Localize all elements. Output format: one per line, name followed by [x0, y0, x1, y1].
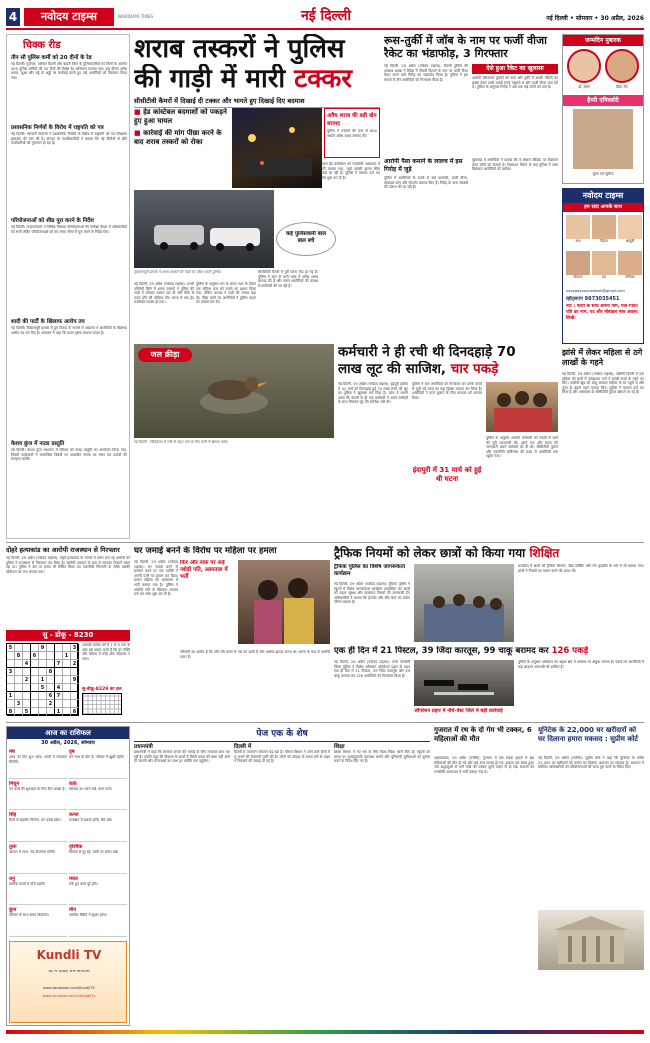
masthead-dateline: नई दिल्ली • सोमवार • 30 अप्रैल, 2026: [546, 15, 644, 22]
sudoku-cell: [63, 660, 71, 668]
sudoku-cell: 1: [55, 708, 63, 716]
kid-cell: आयुषी: [618, 215, 642, 249]
visa-body1: नई दिल्ली, 29 अप्रैल (नवोदय टाइम्स): दिल्ली पुलिस की अपराध शाखा ने विदेश में नौकरी दिलाने के नाम पर फर्जी वीजा तैयार करने वाले गिरोह का भंडाफोड़ किया है। पुलिस ने इस मामले में तीन आरोपियों को गिरफ्तार किया है।: [384, 64, 468, 82]
sudoku-title: [6, 630, 130, 641]
continued-col1: प्रधानमंत्री ने कहा कि सरकार जनता की भलाई के लिए लगातार काम कर रही है। उन्होंने कहा कि विकास के कार्यों में किसी प्रकार की बाधा नहीं आने दी जाएगी और योजनाओं का लाभ हर व्यक्ति तक पहुंचेगा।: [134, 750, 230, 764]
robbery-body3: पुलिस के अनुसार आरोपी कर्मचारी को नकदी ले जाने की पूरी जानकारी थी। उसने रूट और समय की जानकारी अपने साथियों को दी थी। सीसीटीवी फुटेज और तकनीकी सर्विलांस की मदद से आरोपियों तक पहुंचा गया।: [486, 436, 558, 459]
sudoku-cell: 3: [15, 700, 23, 708]
robbery-headline-red: चार पकड़े: [450, 361, 499, 377]
ad-note: नोट : फोटो के साथ अपना नाम, पता-पिता/पति का नाम, पद और मोबाइल नंबर अवश्य लिखें।: [566, 304, 639, 321]
sidebar-h5: केशव कुंज में नाट्य प्रस्तुति: [11, 441, 65, 447]
masthead-logo: नवोदय टाइम्स: [24, 8, 114, 26]
sudoku-cell: [7, 684, 15, 692]
sudoku-cell: 2: [23, 676, 31, 684]
horoscope-item: [9, 907, 67, 937]
kid-cell: रुद्र: [592, 251, 616, 285]
horoscope-sign: कर्क: [69, 780, 77, 787]
kundli-ad: [9, 941, 127, 1023]
visa-red-kicker: [472, 64, 558, 74]
footer-rule: [6, 1030, 644, 1034]
robbery-headline-b: [338, 361, 558, 378]
gujarat-story: [434, 726, 534, 1026]
continued-title: पेज एक के शेष: [134, 726, 430, 742]
sudoku-cell: [15, 660, 23, 668]
sudoku-cell: [15, 684, 23, 692]
sudoku-cell: [23, 644, 31, 652]
sudoku-cell: [71, 692, 79, 700]
horoscope-text: स्वास्थ्य का ध्यान रखें, यात्रा टालें।: [69, 786, 112, 791]
sudoku-cell: 9: [71, 676, 79, 684]
horoscope-date: 30 अप्रैल, 2026, सोमवार: [41, 740, 95, 746]
sidebar-para5: नई दिल्ली। केशव कुंज सभागार में रविवार को नाट्य प्रस्तुति का आयोजन किया गया, जिसमें कलाकारों ने सामाजिक विषयों पर आधारित नाटक का मंचन कर दर्शकों की सराहना बटोरी।: [11, 448, 127, 462]
horoscope-title-text: आज का राशिफल: [45, 729, 91, 737]
sudoku-cell: 2: [71, 660, 79, 668]
sudoku-cell: 8: [15, 652, 23, 660]
callout-body: पुलिस ने तस्करों की कार से 600 क्वार्टर अवैध शराब बरामद की।: [327, 129, 377, 138]
continued-col3: शिक्षा विभाग ने नए सत्र के लिए दिशा-निर्देश जारी किए हैं। स्कूलों को समय पर पाठ्यपुस्तकें उपलब्ध कराने और बुनियादी सुविधाओं को दुरुस्त करने के निर्देश दिए गए हैं।: [334, 750, 430, 764]
arms-body2: पुलिस के अनुसार अभियान का उद्देश्य क्षेत्र में अपराध पर अंकुश लगाना है। पकड़े गए आरोपियों में कई आदतन अपराधी भी शामिल हैं।: [518, 660, 644, 669]
kid-cell: कियारा: [566, 251, 590, 285]
horoscope-item: [69, 812, 127, 842]
sudoku-cell: [47, 652, 55, 660]
avatar-2: [605, 49, 639, 83]
lead-story: [134, 34, 380, 339]
visa-sub: आरोपी पैसा कमाने के लालच में इस गिरोह में जुड़े: [384, 158, 463, 173]
arms-story: [334, 646, 644, 718]
sudoku-cell: [39, 668, 47, 676]
kid-cell: तनिष्का: [618, 251, 642, 285]
lead-bullet2: ■ कार्रवाई की मांग पीछा करने के बाद शराब तस्करों को रोका: [134, 129, 222, 146]
masthead-tagline: NAVODAYA TIMES: [118, 14, 154, 19]
sidebar-sub: तीन सौ पुलिस कर्मी को 20 दीनों के रेड: [11, 55, 92, 61]
sudoku-cell: [15, 668, 23, 676]
sudoku-title-text: सु - डोकू - 8230: [42, 631, 94, 639]
domestic-photo: [238, 560, 330, 644]
sudoku-cell: [15, 676, 23, 684]
visa-body2: आरोपी बेरोजगार युवकों को रूस और तुर्की में अच्छी नौकरी का झांसा देकर उनसे लाखों रुपये वसूलते थे और फर्जी वीजा थमा देते थे। पुलिस के अनुसार गिरोह ने अब तक कई लोगों को ठगा है।: [472, 76, 558, 90]
masthead: [6, 6, 644, 30]
sudoku-grid: [6, 643, 78, 715]
horoscope-text: आज का दिन शुभ रहेगा, कार्यों में सफलता मिलेगी।: [9, 755, 67, 764]
continued-col2: दिल्ली में तापमान लगातार बढ़ रहा है। मौसम विभाग ने आने वाले दिनों में लू चलने की चेतावनी जारी की है। लोगों को दोपहर के समय घरों से बाहर न निकलने की सलाह दी गई है।: [234, 750, 330, 764]
anniversary-title-text: हैप्पी एनिवर्सरी: [587, 97, 619, 104]
lead-bullets: [134, 108, 230, 178]
lead-headline-b-text: की गाड़ी में मारी: [134, 64, 286, 94]
lead-caption: सुलतानपुरी इलाके में शराब तस्करों की गाड़ी का पीछा करती पुलिस।: [134, 270, 222, 274]
sudoku-cell: [39, 652, 47, 660]
sudoku-cell: [39, 708, 47, 716]
domestic-story: [134, 546, 330, 718]
sudoku-howto: आपको प्रत्येक वर्ग में 1 से 9 तक के अंक इस प्रकार भरने हैं कि हर पंक्ति और कॉलम में कोई अंक दोहराया न जाए।: [82, 643, 130, 661]
birthday-title-text: जन्मदिन मुबारक: [585, 37, 621, 44]
horoscope-item: [69, 781, 127, 811]
students-image: [414, 564, 514, 642]
avatar-1: [567, 49, 601, 83]
navodaya-ad: [562, 188, 644, 344]
sidebar-para4: नई दिल्ली। विकासपुरी इलाके में हुए विवाद के मामले में अदालत ने आरोपियों के खिलाफ आरोप तय कर दिए हैं। अदालत ने कहा कि प्रथम दृष्टया मामला बनता है।: [11, 326, 127, 335]
sudoku-cell: [31, 700, 39, 708]
sudoku-cell: 4: [23, 660, 31, 668]
domestic-sub: फिर और नाक पर अड़े नशेड़ी पति, अस्पताल में भर्ती: [180, 560, 228, 580]
sudoku-cell: [55, 644, 63, 652]
sudoku-cell: [63, 668, 71, 676]
murder-story: [6, 546, 130, 626]
sudoku-cell: [15, 708, 23, 716]
robbery-headline-b-text: लाख लूट की साजिश,: [338, 361, 447, 377]
sudoku-cell: [23, 668, 31, 676]
horoscope-text: रुके हुए कार्य पूरे होंगे।: [69, 881, 98, 886]
sudoku-cell: 5: [7, 644, 15, 652]
traffic-story: [334, 546, 644, 642]
sudoku-answer-grid: [82, 693, 122, 715]
sudoku-cell: [55, 652, 63, 660]
horoscope-text: धार्मिक कार्यों में रुचि बढ़ेगी।: [9, 881, 46, 886]
sidebar-brief: [6, 34, 130, 539]
sudoku-cell: [31, 644, 39, 652]
kundli-line1[interactable]: www.facebook.com/KundliTV: [43, 986, 95, 990]
cheating-headline: झांसे में लेकर महिला से ठगे लाखों के गहने: [562, 348, 643, 367]
ad-logo: [563, 189, 643, 203]
lead-headline-red: टक्कर: [294, 64, 353, 94]
sudoku-cell: [63, 684, 71, 692]
horoscope-item: [69, 907, 127, 937]
sidebar-title: चिक्क रीड: [23, 40, 61, 51]
lead-headline-a: शराब तस्करों ने पुलिस: [134, 34, 345, 64]
sidebar-h4: शादी की पार्टी के खिलाफ आरोप तय: [11, 319, 85, 325]
divider-lower: [6, 722, 644, 723]
horoscope-item: [69, 749, 127, 779]
kundli-brand: Kundli TV: [36, 948, 102, 962]
domestic-body2: परिजनों का आरोप है कि पति लंबे समय से नशे का आदी है और अक्सर झगड़ा करता था। घटना के बाद से आरोपी फरार है।: [180, 650, 330, 659]
sudoku-cell: [7, 700, 15, 708]
birthday-box: [562, 34, 644, 184]
sudoku-cell: 5: [39, 684, 47, 692]
lead-kicker: सीसीटीवी कैमरों में दिखाई दी टक्कर और भागते हुए दिखाई दिए बदमाश: [134, 96, 380, 108]
sudoku-cell: [63, 708, 71, 716]
ad-logo-text: नवोदय टाइम्स: [582, 191, 624, 200]
weapons-image: [414, 660, 514, 706]
sc-body: नई दिल्ली, 29 अप्रैल (एजेंसी): सुप्रीम कोर्ट ने कहा कि यूनिटेक के करीब 22,000 घर खरीदारों को उनका घर दिलाना अदालत का मकसद है। अदालत ने संबंधित अधिकारियों को परियोजनाओं को जल्द पूरा करने के निर्देश दिए।: [538, 756, 644, 770]
avatar-3: [573, 109, 633, 169]
horoscope-text: परिवार के साथ समय बिताएंगे।: [9, 913, 49, 918]
traffic-headline: [334, 546, 644, 561]
horoscope-box: [6, 726, 130, 1026]
sudoku-answer-title: सु-डोकू-8229 का हल: [82, 687, 122, 692]
sudoku-cell: [47, 708, 55, 716]
sudoku-cell: [63, 676, 71, 684]
horoscope-text: धन लाभ के योग हैं, परिवार में खुशी रहेगी।: [69, 755, 125, 759]
cheating-story: [562, 348, 644, 538]
robbery-callout: इंदापुरी में 31 मार्च को हुई थी घटना: [412, 466, 482, 483]
lead-body3: सीसीटीवी कैमरों में पूरी घटना कैद हो गई है। पुलिस ने कार से भारी मात्रा में अवैध शराब बरामद की है और फरार आरोपियों की तलाश में छापेमारी की जा रही है।: [258, 270, 318, 288]
sudoku-cell: [47, 660, 55, 668]
car-crash-image: [134, 190, 274, 268]
sudoku-cell: [47, 644, 55, 652]
sidebar-h3: परियोजनाओं को शीघ्र पूरा करने के निर्देश: [11, 218, 94, 224]
horoscope-sign: मेष: [9, 749, 15, 755]
murder-headline: दोहरे हत्याकांड का आरोपी राजस्थान से गिरफ्तार: [6, 546, 120, 554]
lead-body2: पुलिस के अनुसार रात के समय गश्त के दौरान एक संदिग्ध कार को रुकने का इशारा किया गया, लेकिन चालक ने गाड़ी की रफ्तार बढ़ा दी। पीछा करने पर आरोपियों ने पुलिस वाहन को टक्कर मार दी।: [196, 282, 256, 305]
horoscope-sign: तुला: [9, 843, 17, 850]
sudoku-cell: 3: [7, 668, 15, 676]
birthday-name2: प्रिया जैन: [616, 85, 628, 89]
horoscope-sign: मिथुन: [9, 780, 20, 787]
arms-body: नई दिल्ली, 29 अप्रैल (नवोदय टाइम्स): उत्तर पश्चिमी जिला पुलिस ने विशेष अभियान ऑपरेशन प्रहार के तहत एक ही दिन में 21 पिस्टल, 39 जिंदा कारतूस और 99 चाकू बरामद कर 126 आरोपियों को गिरफ्तार किया है।: [334, 660, 410, 678]
photo-essay-caption: नई दिल्ली : चिड़ियाघर में गर्मी से राहत पाने के लिए पानी में खेलता पक्षी।: [134, 440, 228, 444]
sudoku-cell: [39, 660, 47, 668]
traffic-body: नई दिल्ली, 29 अप्रैल (नवोदय टाइम्स): ट्रैफिक पुलिस ने स्कूलों में विशेष जागरूकता कार्यक्रम आयोजित कर छात्रों को सड़क सुरक्षा और यातायात नियमों की जानकारी दी। अधिकारियों ने बताया कि हेलमेट और सीट बेल्ट का प्रयोग जीवन बचाता है।: [334, 582, 410, 605]
traffic-body2: कार्यक्रम में छात्रों को ट्रैफिक सिग्नल, जेब्रा क्रॉसिंग और लेन ड्राइविंग के बारे में भी बताया गया। छात्रों ने नियमों का पालन करने की शपथ ली।: [518, 564, 644, 573]
visa-body4: पूछताछ में आरोपियों ने बताया कि वे सोशल मीडिया पर विज्ञापन देकर लोगों को फंसाते थे। शिकायत मिलने के बाद पुलिस ने जाल बिछाकर आरोपियों को दबोचा।: [472, 158, 558, 172]
horoscope-sign: वृश्चिक: [69, 843, 83, 850]
sudoku-cell: [31, 684, 39, 692]
lead-body4: घायल हेड कांस्टेबल को नजदीकी अस्पताल में भर्ती कराया गया, जहां उसकी हालत स्थिर बताई जा रही है। पुलिस ने मामला दर्ज कर जांच शुरू कर दी है।: [320, 162, 380, 180]
horoscope-sign: सिंह: [9, 812, 17, 819]
horoscope-sign: वृष: [69, 749, 75, 755]
sudoku-cell: [15, 644, 23, 652]
sidebar-para3: नई दिल्ली। उपराज्यपाल ने विभिन्न विकास परियोजनाओं की समीक्षा बैठक में अधिकारियों को सभी लंबित परियोजनाओं को तय समय सीमा में पूरा करने के निर्देश दिए।: [11, 225, 127, 234]
sudoku-cell: [23, 692, 31, 700]
sudoku-cell: [47, 684, 55, 692]
sudoku-cell: 4: [55, 684, 63, 692]
horoscope-item: [69, 844, 127, 874]
arms-caption: ऑपरेशन प्रहार में नॉर्थ-वेस्ट जिले में बड़ी कार्रवाई: [414, 708, 503, 714]
sudoku-cell: [7, 652, 15, 660]
horoscope-text: नए कार्य की शुरुआत के लिए दिन अच्छा है।: [9, 786, 66, 791]
sudoku-cell: 8: [47, 668, 55, 676]
horoscope-item: [69, 876, 127, 906]
horoscope-item: [9, 749, 67, 779]
sudoku-cell: [23, 684, 31, 692]
sudoku-cell: [31, 692, 39, 700]
sudoku-cell: [55, 668, 63, 676]
page-number: 4: [6, 8, 20, 26]
robbery-headline-a: कर्मचारी ने ही रची थी दिनदहाड़े 70: [338, 344, 516, 360]
horoscope-title: [7, 727, 129, 739]
sudoku-cell: 2: [47, 700, 55, 708]
sudoku-cell: 6: [31, 652, 39, 660]
sudoku-cell: [31, 708, 39, 716]
sudoku-cell: [31, 676, 39, 684]
sidebar-para1: नई दिल्ली। पूर्वोत्तर, पश्चिम दिल्ली और बाहरी जिले के पुलिसकर्मियों को जिलों के अंतर्गत 300 पुलिस कर्मियों की 20 दिनों की विशेष रेड अभियान चलाया गया। इस दौरान अवैध शराब, जुआ और सट्टे के अड्डों पर कार्रवाई करते हुए कई आरोपियों को गिरफ्तार किया गया।: [11, 62, 127, 80]
murder-body: नई दिल्ली, 29 अप्रैल (नवोदय टाइम्स): दोहरे हत्याकांड के मामले में फरार चल रहे आरोपी को पुलिस ने राजस्थान से गिरफ्तार कर लिया है। आरोपी वारदात के बाद से लगातार ठिकाने बदल रहा था। पुलिस ने उस पर इनाम भी घोषित किया था। तकनीकी निगरानी के जरिए उसकी लोकेशन का पता लगाया गया।: [6, 556, 130, 574]
sudoku-cell: 3: [71, 644, 79, 652]
horoscope-text: विवादों से दूर रहें, वाणी पर संयम रखें।: [69, 849, 119, 854]
horoscope-sign: मकर: [69, 875, 78, 882]
sc-headline: यूनिटेक के 22,000 घर खरीदारों को घर दिलाना हमारा मकसद : सुप्रीम कोर्ट: [538, 726, 639, 743]
photo-essay: [134, 344, 334, 448]
sudoku-cell: [71, 700, 79, 708]
continued-col3-head: शिक्षा: [334, 744, 345, 750]
horoscope-item: [9, 781, 67, 811]
kundli-line2[interactable]: www.youtube.com/c/KundliTv: [42, 994, 96, 998]
night-street-image: [232, 108, 322, 188]
sudoku-cell: [23, 700, 31, 708]
sudoku-cell: [71, 684, 79, 692]
domestic-headline: घर जमाई बनने के विरोध पर महिला पर हमला: [134, 546, 277, 556]
kid-cell: अंश: [566, 215, 590, 249]
horoscope-text: व्यापार में लाभ, नई योजनाएं बनेंगी।: [9, 849, 56, 854]
visa-red-kicker-text: ऐसे हुआ रैकेट का खुलासा: [486, 65, 544, 72]
sidebar-h2: प्रशासनिक निर्णयों के विरोध में राष्ट्रपति को पत्र: [11, 125, 104, 131]
ad-slogan: [563, 203, 643, 212]
sc-story: [538, 726, 644, 1026]
robbery-photo: [486, 382, 558, 432]
sudoku-cell: [7, 660, 15, 668]
sudoku-cell: [7, 676, 15, 684]
sudoku-cell: [55, 676, 63, 684]
sudoku-cell: 1: [63, 652, 71, 660]
photo-essay-label-text: जल क्रीड़ा: [150, 350, 180, 359]
continued-section: [134, 726, 430, 1026]
arms-photo: [414, 660, 514, 706]
sudoku-cell: 5: [23, 708, 31, 716]
horoscope-item: [9, 844, 67, 874]
lead-callout: [324, 108, 380, 158]
sudoku-cell: [39, 700, 47, 708]
kundli-line3: फ्री में देखिए धर्म-अध्यात्म: [48, 970, 90, 974]
kid-cell: विहान: [592, 215, 616, 249]
sudoku-cell: [71, 668, 79, 676]
women-image: [238, 560, 330, 644]
sudoku-cell: [71, 652, 79, 660]
sudoku-cell: [63, 700, 71, 708]
horoscope-sign: मीन: [69, 907, 77, 914]
horoscope-item: [9, 876, 67, 906]
sudoku-cell: 7: [55, 692, 63, 700]
sudoku-cell: [23, 652, 31, 660]
sudoku-cell: 7: [55, 660, 63, 668]
domestic-body: नई दिल्ली, 29 अप्रैल (नवोदय टाइम्स): घर जमाई बनने से इनकार करने पर एक व्यक्ति ने अपनी पत्नी पर हमला कर दिया। घायल महिला को अस्पताल में भर्ती कराया गया है। पुलिस ने आरोपी पति के खिलाफ मामला दर्ज कर जांच शुरू कर दी है।: [134, 560, 178, 597]
masthead-city: नई दिल्ली: [300, 8, 351, 24]
arms-headline-red: 126 पकड़े: [551, 646, 589, 656]
traffic-photo: [414, 564, 514, 642]
sudoku-cell: 6: [71, 708, 79, 716]
ad-slogan-text: हम सदा आपके साथ: [584, 204, 622, 210]
birthday-name1: डॉ. रश्मि: [578, 85, 590, 89]
sudoku-cell: 6: [47, 692, 55, 700]
birthday-title: [563, 35, 643, 46]
ad-email[interactable]: navodayasocialdesk@gmail.com: [566, 289, 625, 293]
sudoku-cell: [55, 700, 63, 708]
lead-headline-b: [134, 64, 380, 94]
sudoku-cell: [31, 668, 39, 676]
horoscope-sign: कुंभ: [9, 907, 17, 914]
sudoku-cell: [39, 692, 47, 700]
callout-title: अवैध शराब की बड़ी खेप बरामद: [327, 113, 377, 127]
traffic-tag: ट्रैफिक पुलिस का विशेष जागरूकता कार्यक्रम: [334, 564, 406, 577]
arms-headline: [334, 646, 644, 656]
horoscope-sign: धनु: [9, 875, 15, 882]
bullet-icon: ■: [134, 129, 144, 137]
cheating-body: नई दिल्ली, 29 अप्रैल (नवोदय टाइम्स): दक्षिणी दिल्ली में एक महिला को बातों में उलझाकर ठगों ने लाखों रुपये के गहने ठग लिए। आरोपी खुद को साधु बताकर महिला के घर पहुंचे थे और पूजा के बहाने गहने उतरवा लिए। पुलिस ने मामला दर्ज कर लिया है और आसपास के सीसीटीवी फुटेज खंगाले जा रहे हैं।: [562, 372, 644, 395]
lead-bullet1: ■ हेड कांस्टेबल बदमाशों को पकड़ने हुए हुआ घायल: [134, 108, 227, 125]
ad-phone[interactable]: व्हॉट्सएप 9873035451: [566, 296, 620, 302]
sudoku-cell: [63, 692, 71, 700]
lead-body1: नई दिल्ली, 29 अप्रैल (नवोदय टाइम्स): उत्तरी पश्चिमी जिले में शराब तस्करों ने पुलिस की गाड़ी में जोरदार टक्कर मार दी और मौके से फरार होने की कोशिश की। घटना में एक हेड कांस्टेबल घायल हो गया।: [134, 282, 194, 305]
traffic-headline-red: शिक्षित: [529, 546, 560, 560]
sudoku-cell: 9: [39, 644, 47, 652]
gujarat-body: अहमदाबाद, 29 अप्रैल (एजेंसी): गुजरात में एक सड़क हादसे में छह महिलाओं की मौत हो गई और कई अन्य घायल हो गए। हादसा उस समय हुआ जब श्रद्धालुओं से भरी गाड़ी की टक्कर दूसरे वाहन से हो गई। घायलों को नजदीकी अस्पताल में भर्ती कराया गया है।: [434, 756, 534, 774]
horoscope-item: [9, 812, 67, 842]
visa-story: [384, 34, 558, 339]
sudoku-box: [6, 630, 130, 718]
horoscope-sign: कन्या: [69, 812, 79, 819]
sudoku-cell: [47, 676, 55, 684]
horoscope-list: [9, 749, 127, 937]
horoscope-text: आर्थिक स्थिति में सुधार होगा।: [69, 913, 108, 918]
horoscope-text: मित्रों से सहयोग मिलेगा, मन प्रसन्न रहेगा।: [9, 818, 62, 823]
gujarat-headline: गुजरात में रथ के दो गेम भी टक्कर, 6 महिलाओं की मौत: [434, 726, 532, 743]
horoscope-text: कार्यक्षेत्र में प्रशंसा होगी, धैर्य रखें।: [69, 818, 113, 823]
quote-text: कई पुलिसकर्मी बाल बाल बचे: [286, 231, 326, 244]
sudoku-cell: 8: [7, 708, 15, 716]
photo-essay-label: [138, 348, 192, 362]
continued-col2-head: दिल्ली में: [234, 744, 252, 750]
continued-col1-head: प्रधानमंत्री: [134, 744, 153, 750]
visa-headline: रूस-तुर्की में जॉब के नाम पर फर्जी वीजा रैकेट का भंडाफोड़, 3 गिरफ्तार: [384, 34, 547, 60]
lead-photo-top: [232, 108, 322, 188]
ad-kids-grid: [566, 215, 642, 285]
anniversary-name: सुरेश एवं सुनीता: [592, 172, 614, 176]
robbery-body2: पुलिस ने चार आरोपियों को गिरफ्तार कर उनके कब्जे से लूटी गई रकम का बड़ा हिस्सा बरामद कर लिया है। आरोपियों ने कर्ज चुकाने के लिए वारदात को अंजाम दिया।: [412, 382, 482, 400]
sidebar-para2: नई दिल्ली। व्यापारी संगठनों ने प्रशासनिक निर्णयों के विरोध में राष्ट्रपति को पत्र लिखकर हस्तक्षेप की मांग की है। संगठन के पदाधिकारियों ने बताया कि नई नीतियों से छोटे कारोबारियों को नुकसान हो रहा है।: [11, 132, 127, 146]
traffic-headline-text: ट्रैफिक नियमों को लेकर छात्रों को किया गया: [334, 546, 526, 560]
sudoku-cell: [31, 660, 39, 668]
sudoku-cell: 1: [7, 692, 15, 700]
bullet-icon: ■: [134, 108, 144, 116]
divider-mid: [6, 542, 644, 543]
visa-body3: पुलिस ने आरोपियों के कब्जे से कई पासपोर्ट, फर्जी वीजा, मोबाइल फोन और लैपटॉप बरामद किए हैं। गिरोह के अन्य सदस्यों की तलाश की जा रही है।: [384, 176, 468, 190]
robbery-story: [338, 344, 558, 540]
robbery-body1: नई दिल्ली, 29 अप्रैल (नवोदय टाइम्स): इंद्रपुरी इलाके में 31 मार्च को दिनदहाड़े हुई 70 लाख रुपये की लूट का पुलिस ने खुलासा कर दिया है। जांच में सामने आया कि कंपनी के ही एक कर्मचारी ने अपने साथियों के साथ मिलकर लूट की साजिश रची थी।: [338, 382, 408, 405]
sudoku-cell: 1: [39, 676, 47, 684]
sc-photo: [538, 910, 644, 970]
sudoku-cell: [15, 692, 23, 700]
sudoku-cell: [63, 644, 71, 652]
anniversary-title: [563, 95, 643, 106]
supreme-court-image: [538, 910, 644, 970]
arms-headline-text: एक ही दिन में 21 पिस्टल, 39 जिंदा कारतूस, 99 चाकू बरामद कर: [334, 646, 549, 656]
lead-photo-main: [134, 190, 274, 268]
accused-image: [486, 382, 558, 432]
